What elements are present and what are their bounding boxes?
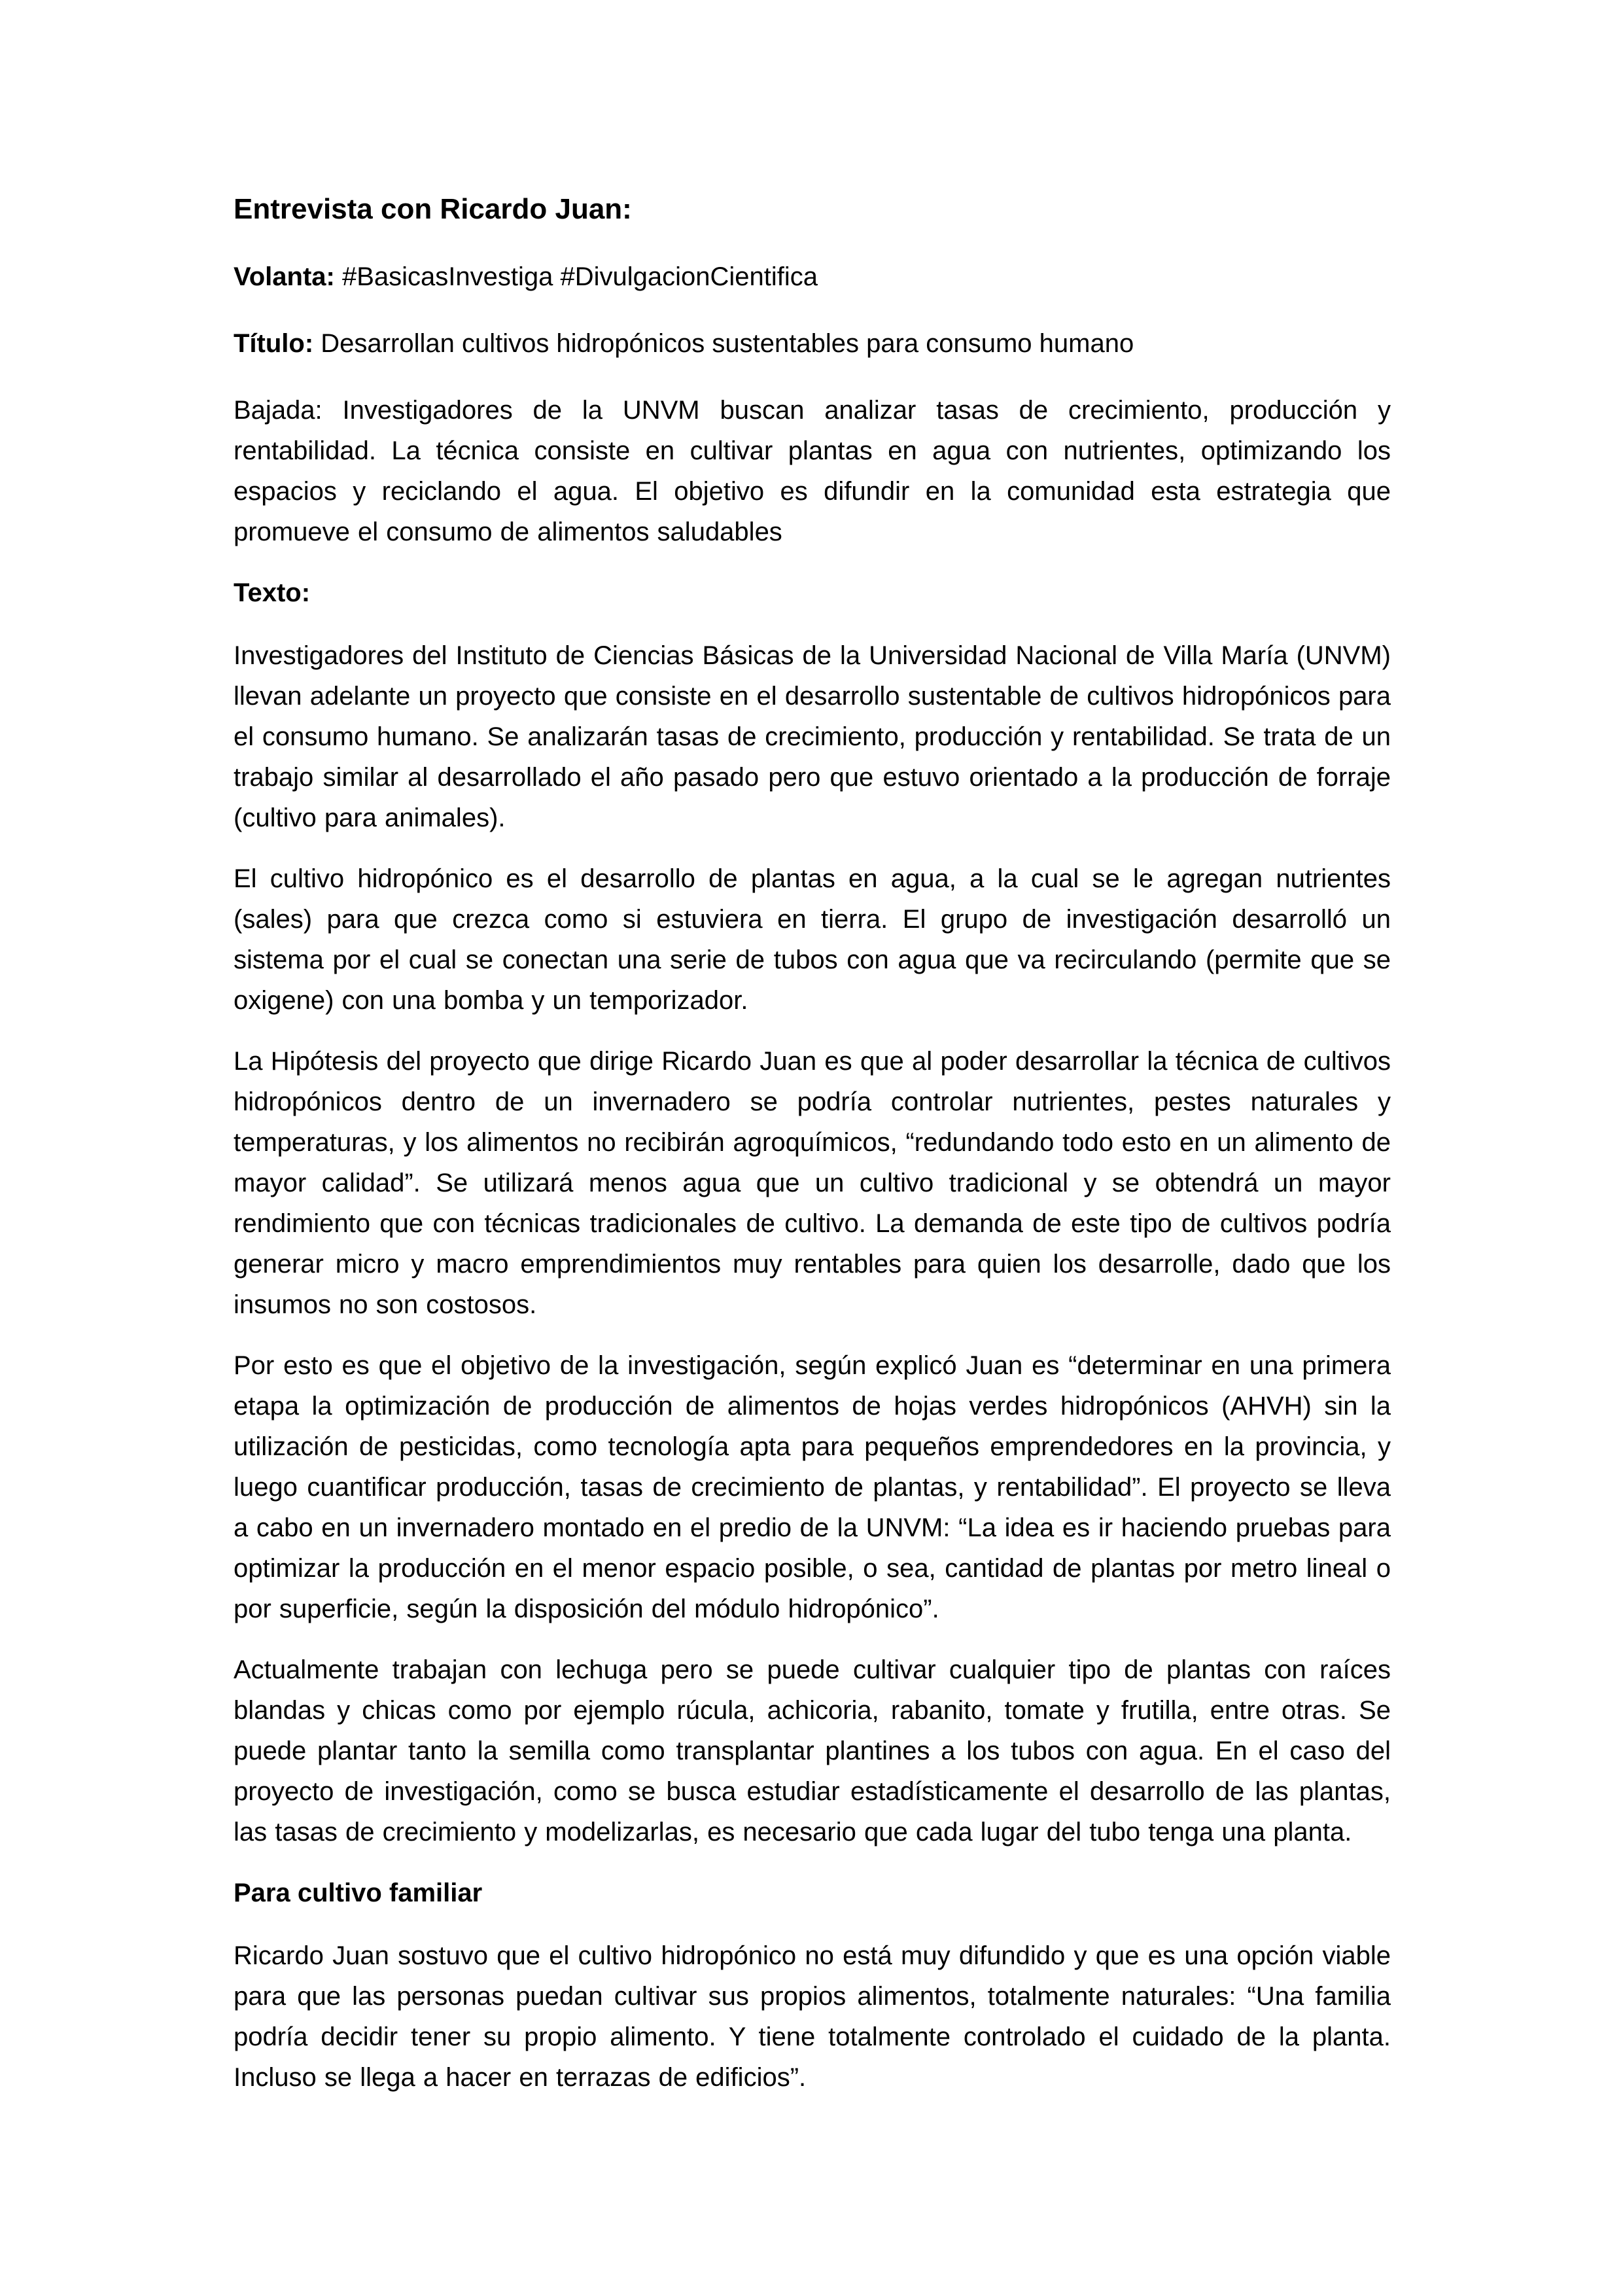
bajada-value: Investigadores de la UNVM buscan analizar tasas de crecimiento, producción y rentabilidad. La técnica consiste en cultivar plantas en agua con nutrientes, optimizando los espacios y reciclando el agua. El objetivo es difundir en la comunidad esta estrategia que promueve el consumo de alimentos saludables xyxy=(234,396,1391,546)
volanta-value: #BasicasInvestiga #DivulgacionCientifica xyxy=(341,262,818,291)
titulo-value: Desarrollan cultivos hidropónicos sustentables para consumo humano xyxy=(321,329,1134,358)
closing-paragraph: Ricardo Juan sostuvo que el cultivo hidropónico no está muy difundido y que es una opción viable para que las personas puedan cultivar sus propios alimentos, totalmente naturales: “Una familia podría decidir tener su propio alimento. Y tiene totalmente controlado el cuidado de la planta. Incluso se llega a hacer en terrazas de edificios”. xyxy=(234,1941,1391,2092)
body-paragraph-4: Por esto es que el objetivo de la investigación, según explicó Juan es “determinar en una primera etapa la optimización de producción de alimentos de hojas verdes hidropónicos (AHVH) sin la utilización de pesticidas, como tecnología apta para pequeños emprendedores en la provincia, y luego cuantificar producción, tasas de crecimiento de plantas, y rentabilidad”. El proyecto se lleva a cabo en un invernadero montado en el predio de la UNVM: “La idea es ir haciendo pruebas para optimizar la producción en el menor espacio posible, o sea, cantidad de plantas por metro lineal o por superficie, según la disposición del módulo hidropónico”. xyxy=(234,1351,1391,1623)
texto-heading: Texto: xyxy=(234,578,311,607)
bajada-label: Bajada: xyxy=(234,396,323,425)
body-paragraph-1: Investigadores del Instituto de Ciencias Básicas de la Universidad Nacional de Villa María (UNVM) llevan adelante un proyecto que consiste en el desarrollo sustentable de cultivos hidropónicos para el consumo humano. Se analizarán tasas de crecimiento, producción y rentabilidad. Se trata de un trabajo similar al desarrollado el año pasado pero que estuvo orientado a la producción de forraje (cultivo para animales). xyxy=(234,641,1391,832)
volanta-label: Volanta: xyxy=(234,262,335,291)
titulo-line xyxy=(234,323,1391,364)
document-title: Entrevista con Ricardo Juan: xyxy=(234,193,632,225)
body-paragraph-2: El cultivo hidropónico es el desarrollo de plantas en agua, a la cual se le agregan nutrientes (sales) para que crezca como si estuviera en tierra. El grupo de investigación desarrolló un sistema por el cual se conectan una serie de tubos con agua que va recirculando (permite que se oxigene) con una bomba y un temporizador. xyxy=(234,864,1391,1015)
titulo-label: Título: xyxy=(234,329,314,358)
section-heading-para-cultivo-familiar: Para cultivo familiar xyxy=(234,1879,483,1907)
body-paragraph-5: Actualmente trabajan con lechuga pero se puede cultivar cualquier tipo de plantas con raíces blandas y chicas como por ejemplo rúcula, achicoria, rabanito, tomate y frutilla, entre otras. Se puede plantar tanto la semilla como transplantar plantines a los tubos con agua. En el caso del proyecto de investigación, como se busca estudiar estadísticamente el desarrollo de las plantas, las tasas de crecimiento y modelizarlas, es necesario que cada lugar del tubo tenga una planta. xyxy=(234,1655,1391,1846)
volanta-line xyxy=(234,256,1391,297)
bajada-paragraph xyxy=(234,390,1391,552)
body-paragraph-3: La Hipótesis del proyecto que dirige Ricardo Juan es que al poder desarrollar la técnica de cultivos hidropónicos dentro de un invernadero se podría controlar nutrientes, pestes naturales y temperaturas, y los alimentos no recibirán agroquímicos, “redundando todo esto en un alimento de mayor calidad”. Se utilizará menos agua que un cultivo tradicional y se obtendrá un mayor rendimiento que con técnicas tradicionales de cultivo. La demanda de este tipo de cultivos podría generar micro y macro emprendimientos muy rentables para quien los desarrolle, dado que los insumos no son costosos. xyxy=(234,1047,1391,1319)
